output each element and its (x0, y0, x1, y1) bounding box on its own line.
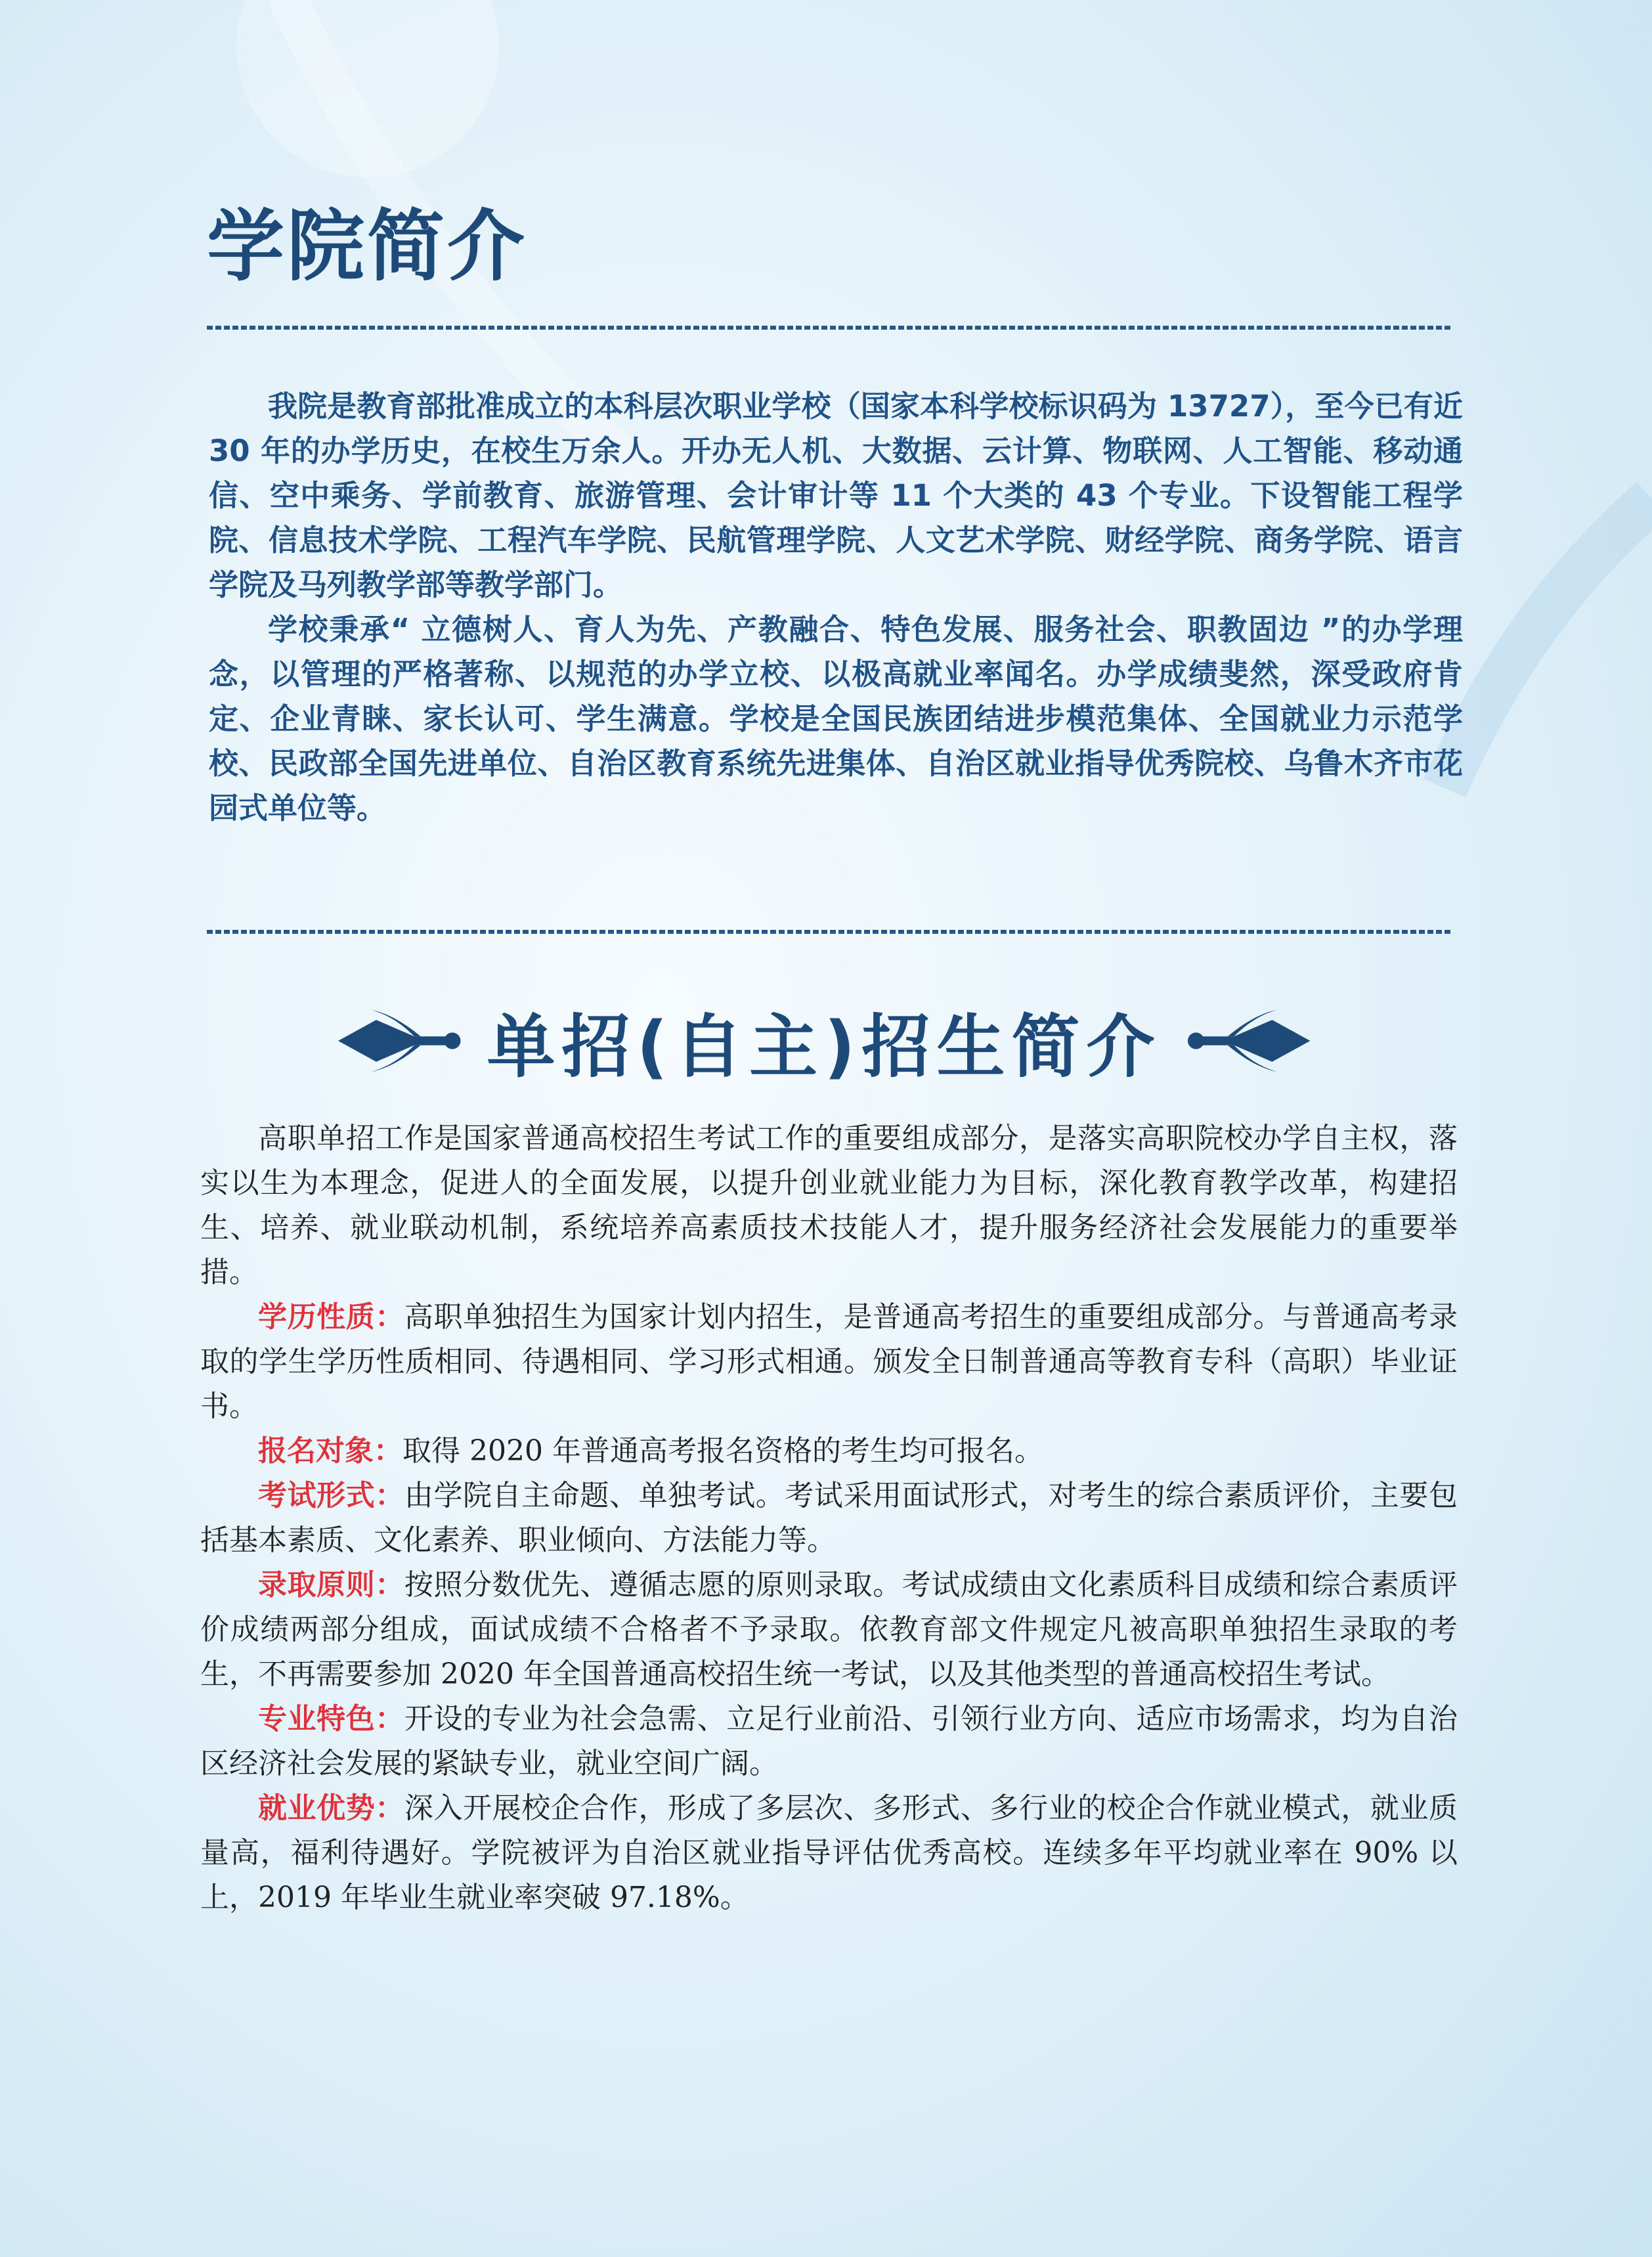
admission-item-exam-format (200, 1474, 1458, 1563)
admission-body (200, 1116, 1458, 1920)
admission-item-eligibility (200, 1429, 1458, 1474)
item-text: 由学院自主命题、单独考试。考试采用面试形式，对考生的综合素质评价，主要包括基本素质、文化素养、职业倾向、方法能力等。 (200, 1479, 1458, 1557)
item-text: 开设的专业为社会急需、立足行业前沿、引领行业方向、适应市场需求，均为自治区经济社会发展的紧缺专业，就业空间广阔。 (200, 1702, 1458, 1780)
item-label: 就业优势： (258, 1791, 404, 1825)
left-ornament-icon (338, 1005, 462, 1077)
right-ornament-icon (1186, 1005, 1310, 1077)
admission-item-education-type (200, 1295, 1458, 1429)
item-text: 高职单独招生为国家计划内招生，是普通高考招生的重要组成部分。与普通高考录取的学生学历性质相同、待遇相同、学习形式相通。颁发全日制普通高等教育专科（高职）毕业证书。 (200, 1300, 1458, 1423)
section-divider (207, 927, 1451, 936)
item-label: 专业特色： (258, 1702, 404, 1736)
admission-item-admission-principle (200, 1563, 1458, 1697)
admission-item-employment (200, 1786, 1458, 1920)
item-label: 学历性质： (258, 1300, 404, 1334)
admission-title-row (338, 988, 1310, 1093)
section-divider (207, 323, 1451, 332)
intro-paragraph: 我院是教育部批准成立的本科层次职业学校（国家本科学校标识码为 13727），至今已有近 30 年的办学历史，在校生万余人。开办无人机、大数据、云计算、物联网、人工智能、移动通信、空中乘务、学前教育、旅游管理、会计审计等 11 个大类的 43 个专业。下设智能工程学院、信息技术学院、工程汽车学院、民航管理学院、人文艺术学院、财经学院、商务学院、语言学院及马列教学部等教学部门。 (209, 389, 1463, 602)
admission-title: 单招(自主)招生简介 (487, 1007, 1162, 1087)
college-intro-text (209, 384, 1463, 831)
item-label: 考试形式： (258, 1479, 404, 1512)
intro-paragraph: 学校秉承“ 立德树人、育人为先、产教融合、特色发展、服务社会、职教固边 ”的办学理念，以管理的严格著称、以规范的办学立校、以极高就业率闻名。办学成绩斐然，深受政府肯定、企业青睐、家长认可、学生满意。学校是全国民族团结进步模范集体、全国就业力示范学校、民政部全国先进单位、自治区教育系统先进集体、自治区就业指导优秀院校、乌鲁木齐市花园式单位等。 (209, 612, 1463, 825)
admission-item-major-features (200, 1697, 1458, 1786)
item-label: 报名对象： (258, 1434, 402, 1468)
college-intro-title: 学院简介 (207, 200, 528, 292)
admission-intro: 高职单招工作是国家普通高校招生考试工作的重要组成部分，是落实高职院校办学自主权，落实以生为本理念，促进人的全面发展，以提升创业就业能力为目标，深化教育教学改革，构建招生、培养、就业联动机制，系统培养高素质技术技能人才，提升服务经济社会发展能力的重要举措。 (200, 1122, 1458, 1289)
item-text: 按照分数优先、遵循志愿的原则录取。考试成绩由文化素质科目成绩和综合素质评价成绩两部分组成，面试成绩不合格者不予录取。依教育部文件规定凡被高职单独招生录取的考生，不再需要参加 2020 年全国普通高校招生统一考试，以及其他类型的普通高校招生考试。 (200, 1568, 1458, 1691)
item-label: 录取原则： (258, 1568, 404, 1602)
item-text: 深入开展校企合作，形成了多层次、多形式、多行业的校企合作就业模式，就业质量高，福利待遇好。学院被评为自治区就业指导评估优秀高校。连续多年平均就业率在 90% 以上，2019 年毕业生就业率突破 97.18%。 (200, 1791, 1458, 1914)
item-text: 取得 2020 年普通高考报名资格的考生均可报名。 (402, 1434, 1043, 1468)
